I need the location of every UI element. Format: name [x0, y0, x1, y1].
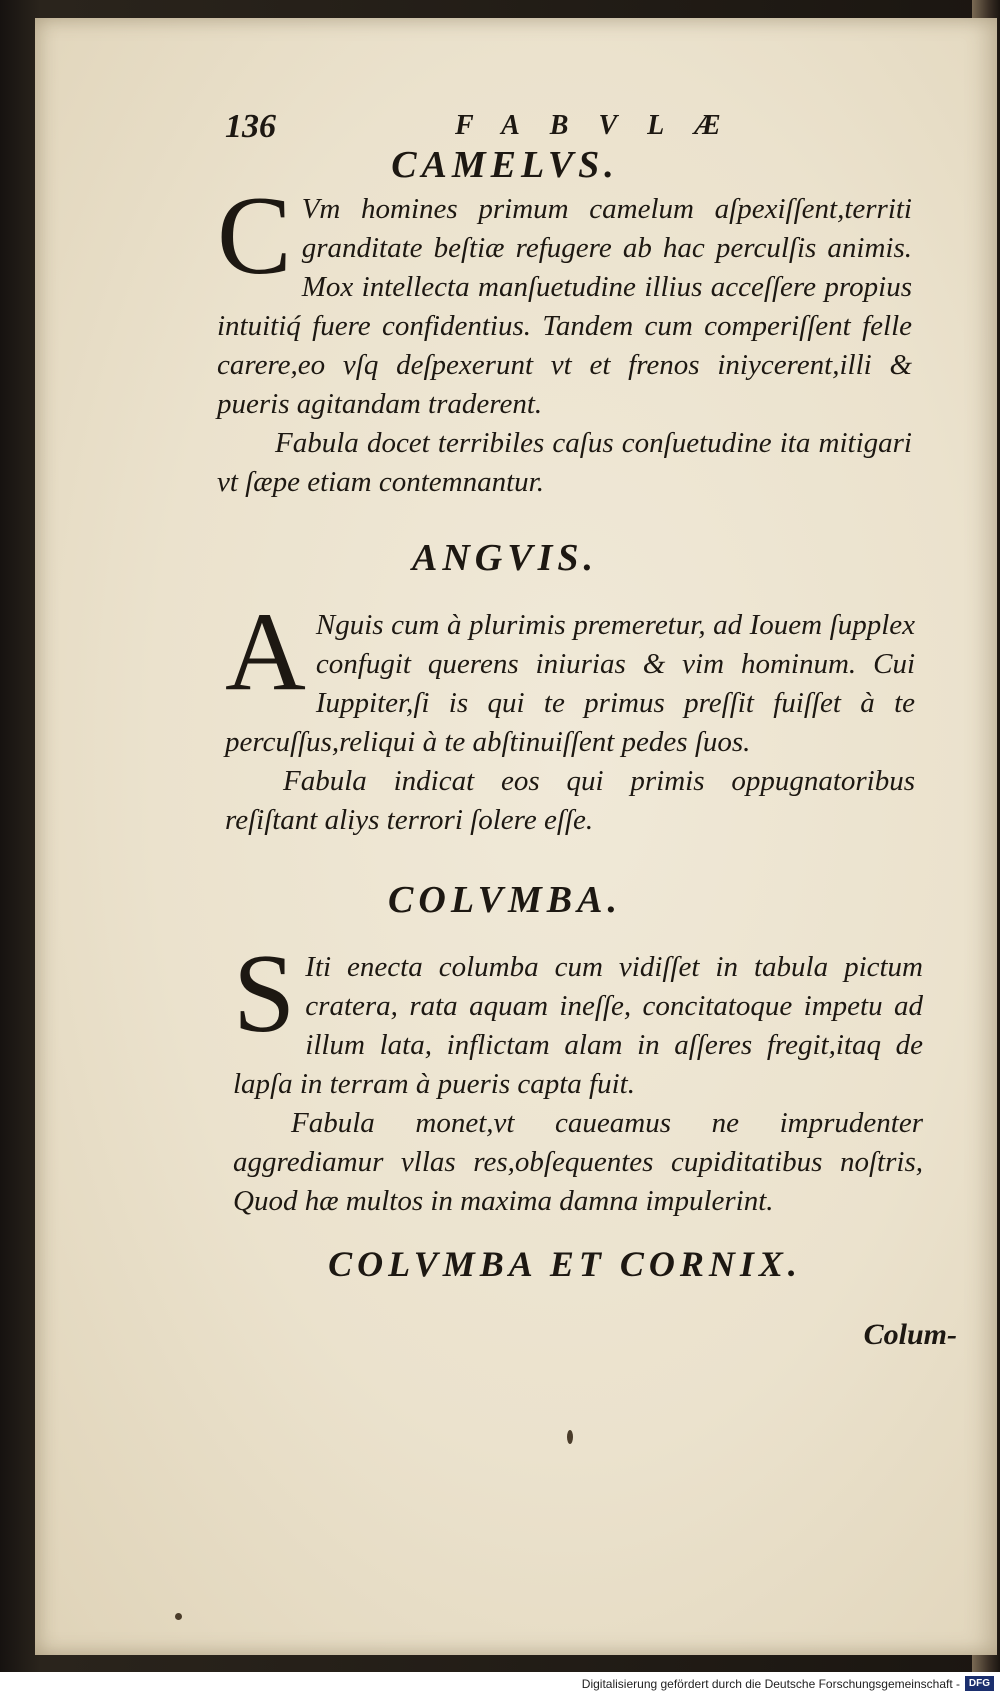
fable-moral: Fabula indicat eos qui primis oppugnatoribus reſiſtant aliys terrori ſolere eſſe. [225, 765, 915, 836]
drop-cap: S [233, 932, 296, 1056]
next-fable-title: COLVMBA ET CORNIX. [328, 1244, 802, 1284]
fable-columba [233, 932, 923, 1221]
drop-cap: C [217, 174, 292, 298]
footer-credit-bar [0, 1672, 1000, 1697]
drop-cap: A [225, 590, 306, 714]
fable-camelus [217, 174, 912, 502]
ink-blot [567, 1430, 573, 1444]
ink-blot [175, 1613, 182, 1620]
fable-body: Vm homines primum camelum aſpexiſſent,territi granditate beſtiæ refugere ab hac perculſis animis. Mox intellecta manſuetudine illius acceſſere propius intuitiq́ fuere confidentius. Tandem cum comperiſſent felle carere,eo vſq deſpexerunt vt et frenos iniycerent,illi & pueris agitandam traderent. [217, 193, 912, 420]
page-number: 136 [225, 108, 276, 145]
fable-title: CAMELVS. [391, 144, 619, 186]
dfg-logo: DFG [965, 1676, 994, 1691]
footer-credit-text: Digitalisierung gefördert durch die Deutsche Forschungsgemeinschaft - [581, 1677, 960, 1691]
fable-body: Iti enecta columba cum vidiſſet in tabula pictum cratera, rata aquam ineſſe, concitatoque impetu ad illum lata, inflictam alam in aſſeres fregit,itaq de lapſa in terram à pueris capta fuit. [233, 951, 923, 1100]
fable-moral: Fabula monet,vt caueamus ne imprudenter aggrediamur vllas res,obſequentes cupiditatibus noſtris, Quod hæ multos in maxima damna impulerint. [233, 1107, 923, 1217]
fable-anguis [225, 590, 915, 840]
book-page [35, 18, 997, 1655]
fable-body: Nguis cum à plurimis premeretur, ad Iouem ſupplex confugit querens iniurias & vim hominum. Cui Iuppiter,ſi is qui te primus preſſit fuiſſet à te percuſſus,reliqui à te abſtinuiſſent pedes ſuos. [225, 609, 915, 758]
running-head: FABVLÆ [455, 110, 751, 141]
fable-moral: Fabula docet terribiles caſus conſuetudine ita mitigari vt ſæpe etiam contemnantur. [217, 427, 912, 498]
fable-title: COLVMBA. [388, 879, 622, 921]
catchword: Colum- [863, 1318, 957, 1351]
fable-title: ANGVIS. [412, 537, 598, 579]
